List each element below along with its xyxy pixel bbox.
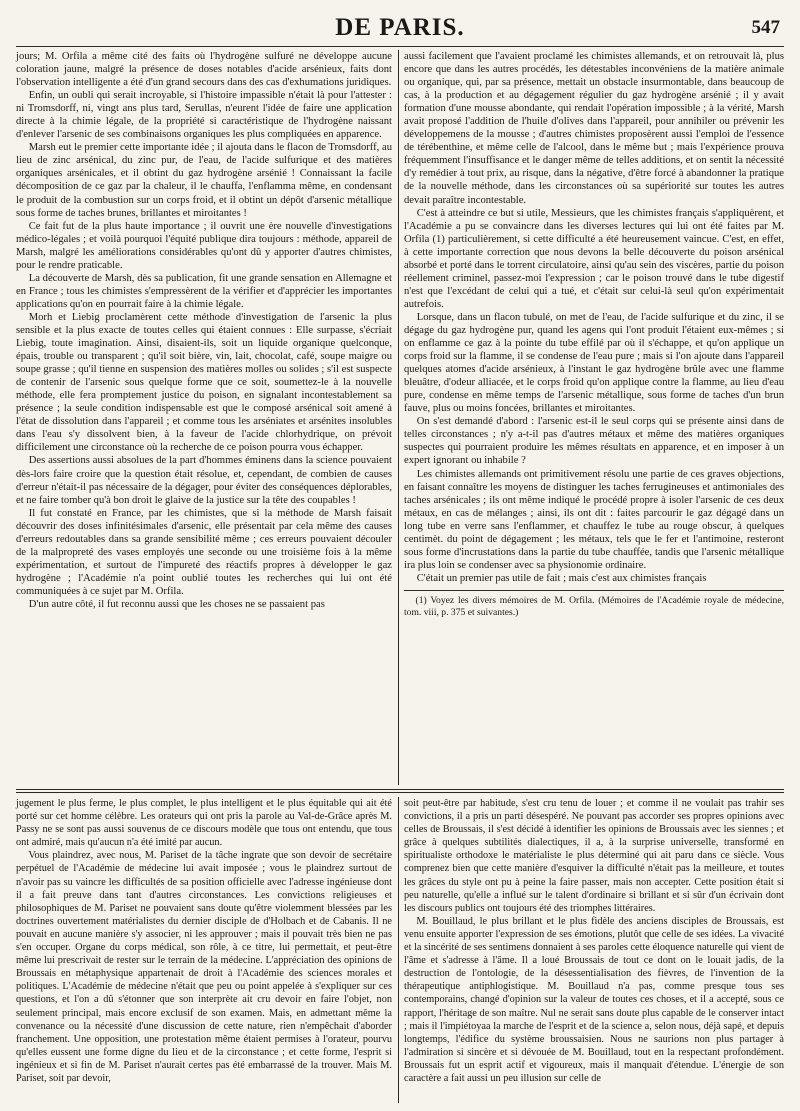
paragraph: jours; M. Orfila a même cité des faits où l'hydrogène sulfuré ne développe aucune coloration jaune, malgré la présence de doses notables d'acide arsénieux, faits dont l'observation intelligente a été d'un grand secours dans des cas d'exhumations juridiques. <box>16 51 392 89</box>
paragraph: aussi facilement que l'avaient proclamé les chimistes allemands, et on retrouvait là, plus encore que dans les autres procédés, les détestables inconvéniens de la matière animale ou organique, qui, par sa présence, mettait un obstacle insurmontable, dans beaucoup de cas, à la production et au dégagement régulier du gaz hydrogène arsénié ; il y avait formation d'une mousse abondante, qui rendait l'opération impossible ; à la vérité, Marsh avait proposé l'addition de l'huile d'olives dans l'appareil, pour annihiler ou prévenir les développemens de la mousse ; d'autres chimistes proposèrent aussi l'emploi de l'essence de térébenthine, et même celle de l'alcool, dans le même but ; mais l'expérience prouva fréquemment l'insuffisance et le danger même de telles additions, et on sentit la nécessité d'y remédier à tout prix, au risque, dans la négative, d'être forcé à abandonner la pratique de la nouvelle méthode, dans les circonstances où sa supériorité sur toutes les autres devait paraître incontestable. <box>404 51 784 206</box>
lower-left-column <box>16 797 392 1103</box>
lower-right-column <box>404 797 784 1103</box>
paragraph: soit peut-être par habitude, s'est cru tenu de louer ; et comme il ne voulait pas trahir ses convictions, il a pris un parti désespéré. Ne pouvant pas accorder ses propres opinions avec celles de Broussais, il s'est décidé à identifier les opinions de Broussais avec les siennes ; et grâce à quelques subtilités dialectiques, il a, à la surprise universelle, transformé en spiritualiste orthodoxe le matérialiste le plus déterminé qui ait paru dans ce siècle. Vous comprenez bien que cette manière d'esquiver la difficulté n'était pas la meilleure, et toutes les grâces du style ont pu à peine la faire passer, mais non accepter. Cette position était si peu naturelle, qu'elle a influé sur le talent d'ordinaire si brillant et si sûr d'un écrivain dont les discours publics ont toujours été des triomphes littéraires. <box>404 798 784 914</box>
paragraph: On s'est demandé d'abord : l'arsenic est-il le seul corps qui se présente ainsi dans de telles circonstances ; n'y a-t-il pas d'autres métaux et même des matières organiques suspectes qui pourraient produire les mêmes résultats en apparence, et en imposer à un expert ignorant ou inhabile ? <box>404 416 784 467</box>
paragraph: Lorsque, dans un flacon tubulé, on met de l'eau, de l'acide sulfurique et du zinc, il se dégage du gaz hydrogène pur, quand les agens qui l'ont produit l'étaient eux-mêmes ; si on enflamme ce gaz à la pointe du tube effilé par où il s'échappe, et qu'on applique un corps froid sur la flamme, il se condense de l'eau pure ; mais si l'on ajoute dans l'appareil quelques atomes d'acide arsénieux, à l'instant le gaz hydrogène brûle avec une flamme bleuâtre, d'odeur alliacée, et le corps froid qu'on applique contre la flamme, au lieu d'eau pure, condense en même temps de l'arsenic métallique, sous forme de taches d'un brun fauve, plus ou moins foncées, brillantes et miroitantes. <box>404 311 784 415</box>
paragraph: Les chimistes allemands ont primitivement résolu une partie de ces graves objections, en faisant connaître les moyens de distinguer les taches ferrugineuses et antimoniales des taches arsénicales ; ils ont même indiqué le procédé propre à isoler l'arsenic de ces deux métaux, en cas de mélanges ; ainsi, ils ont dit : faites parcourir le gaz dégagé dans un long tube en verre sans l'enflammer, et chauffez le tube au rouge obscur, à quelques centimèt. du point de dégagement ; les métaux, tels que le fer et l'antimoine, resteront sous forme d'incrustations dans la partie du tube chauffée, tandis que l'arsenic métallique ira plus loin se condenser avec sa physionomie ordinaire. <box>404 468 784 571</box>
upper-left-column <box>16 50 392 785</box>
paragraph: Ce fait fut de la plus haute importance ; il ouvrit une ère nouvelle d'investigations médico-légales ; et voilà pourquoi l'équité publique dira toujours : méthode, appareil de Marsh, malgré les améliorations considérables qu'ont dû y apporter d'autres chimistes, pour le rendre praticable. <box>16 220 392 271</box>
paragraph: Morh et Liebig proclamèrent cette méthode d'investigation de l'arsenic la plus sensible et la plus exacte de toutes celles qui étaient connues : Elle surpasse, s'écriait Liebig, toute imagination. Ainsi, disaient-ils, soit un liquide organique quelconque, épais, trouble ou transparent ; qu'il soit bière, vin, lait, chocolat, café, soupe maigre ou soupe grasse ; qu'il tienne en suspension des matières molles ou solides ; s'il est suspecte de contenir de l'arsenic sous quelque forme que ce soit, soumettez-le à la nouvelle méthode, elle fera promptement justice du poison, en signalant incontestablement sa présence ; la seule condition indispensable est que le composé arsénical soit amené à l'état de dissolution dans l'appareil ; et comme tous les arséniates et arsénites insolubles dans l'eau s'y dissolvent bien, à la faveur de l'acide chlorhydrique, on prévoit difficilement une circonstance où la recherche de ce poison pourra vous échapper. <box>16 311 392 454</box>
running-title: DE PARIS. <box>335 14 465 41</box>
lower-column-divider <box>398 797 399 1103</box>
upper-column-divider <box>398 50 399 785</box>
page-number: 547 <box>751 17 780 38</box>
paragraph: Marsh eut le premier cette importante idée ; il ajouta dans le flacon de Tromsdorff, au lieu de zinc arsénical, du zinc pur, de l'eau, de l'acide sulfurique et des matières organiques arsénicales, et il obtint du gaz hydrogène arsénié ! Connaissant la facile décomposition de ce gaz par la chaleur, il le chauffa, l'enflamma même, en condensant le produit de la combustion sur un corps froid, et il obtint un dépôt d'arsenic métallique sous forme de taches brunes, brillantes et miroitantes ! <box>16 142 392 219</box>
paragraph: La découverte de Marsh, dès sa publication, fit une grande sensation en Allemagne et en France ; tous les chimistes s'empressèrent de la vérifier et d'apprécier les importantes applications qu'on en pourrait faire à la chimie légale. <box>16 272 392 310</box>
footnote-rule <box>404 590 784 591</box>
section-rule <box>16 789 784 790</box>
upper-right-column <box>404 50 784 785</box>
footnote: (1) Voyez les divers mémoires de M. Orfila. (Mémoires de l'Académie royale de médecine, tom. viii, p. 375 et suivantes.) <box>404 594 784 618</box>
paragraph: D'un autre côté, il fut reconnu aussi que les choses ne se passaient pas <box>28 598 325 610</box>
paragraph: C'est à atteindre ce but si utile, Messieurs, que les chimistes français s'appliquèrent, et l'Académie a pu se convaincre dans les diverses lectures qui lui ont été faites par M. Orfila (1) particulièrement, si cette difficulté a été heureusement vaincue. C'est, en effet, à cette importante correction que nous devons la belle découverte du poison arsénical absorbé et porté dans le torrent circulatoire, ainsi qu'au sein des viscères, partie du poison réellement criminel, passez-moi l'expression ; car le poison trouvé dans le tube digestif n'est que l'excédant de celui qui a tué, et c'était sur celui-là seul qu'on expérimentait autrefois. <box>404 207 784 310</box>
section-rule-double <box>16 792 784 793</box>
paragraph: Des assertions aussi absolues de la part d'hommes éminens dans la science pouvaient dès-lors faire croire que la question était résolue, et, cependant, de combien de causes d'erreur n'était-il pas nécessaire de la dégager, pour éviter des conséquences déplorables, et ne faire tomber qu'à bon droit le glaive de la justice sur la tête des coupables ! <box>16 455 392 506</box>
paragraph: Il fut constaté en France, par les chimistes, que si la méthode de Marsh faisait découvrir des doses infinitésimales d'arsenic, elle présentait par cela même des causes d'erreurs redoutables dans sa grande sensibilité même ; ces erreurs pouvaient découler de la malpropreté des vases employés une seconde ou une troisième fois à la même expérimentation, et surtout de l'impureté des réactifs propres à développer le gaz hydrogène ; l'Académie n'a point oublié toutes les recherches qui lui ont été communiquées à ce sujet par M. Orfila. <box>16 507 392 597</box>
page-header <box>16 14 784 44</box>
paragraph: Vous plaindrez, avec nous, M. Pariset de la tâche ingrate que son devoir de secrétaire perpétuel de l'Académie de médecine lui avait imposée ; vous le plaindrez surtout de n'avoir pas su vaincre les difficultés de sa position officielle avec l'adresse ingénieuse dont il a fait preuve dans tant d'autres circonstances. Les convictions religieuses et philosophiques de M. Pariset ne pouvaient sans doute qu'être violemment blessées par les doctrines ouvertement matérialistes du dernier disciple de d'Holbach et de Cabanis. Il ne pouvait en aucune manière s'y associer, ni les approuver ; mais il pouvait très bien ne pas s'en occuper. Organe du corps médical, son rôle, à ce titre, lui permettait, et peut-être même lui prescrivait de rester sur le terrain de la médecine. L'appréciation des opinions de Broussais en métaphysique appartenait de droit à l'Académie des sciences morales et politiques. L'Académie de médecine n'était que peu ou point appelée à s'expliquer sur ces questions, et l'on a dû s'étonner que son interprète ait cru devoir en faire l'objet, non seulement principal, mais encore exclusif de son examen. Mais, en admettant même la convenance ou la nécessité d'une discussion de cette nature, rien n'empêchait d'aborder franchement. Une opposition, une protestation même étaient permises à l'orateur, pourvu qu'elles eussent une forme digne du lieu et de la circonstance ; et cette forme, l'esprit si ingénieux et si fin de M. Pariset n'aurait certes pas été embarrassé de la trouver. Mais M. Pariset, soit par devoir, <box>16 850 392 1084</box>
paragraph: Enfin, un oubli qui serait incroyable, si l'histoire impassible n'était là pour l'attester : ni Tromsdorff, ni, vingt ans plus tard, Serullas, n'eurent l'idée de faire une application directe à la chimie légale, de la propriété si caractéristique de l'hydrogène naissant d'enlever l'arsenic de ses combinaisons organiques les plus compliquées en apparence. <box>16 90 392 141</box>
paragraph: jugement le plus ferme, le plus complet, le plus intelligent et le plus équitable qui ait été porté sur cet homme célèbre. Les orateurs qui ont pris la parole au Val-de-Grâce après M. Passy ne se sont pas aussi souvenus de ce discours modèle que tous ont entendu, que tous ont admiré, mais qu'aucun n'a été imité par aucun. <box>16 798 392 849</box>
paragraph: C'était un premier pas utile de fait ; mais c'est aux chimistes français <box>416 572 707 584</box>
header-rule <box>16 46 784 47</box>
paragraph: M. Bouillaud, le plus brillant et le plus fidèle des anciens disciples de Broussais, est venu ensuite apporter l'expression de ses émotions, plutôt que celle de ses idées. La vivacité et la sincérité de ses sentimens donnaient à ses paroles cette éloquence naturelle qui vient de l'âme et s'adresse à l'âme. Il a loué Broussais de tout ce dont on le louait jadis, de la destruction de l'ontologie, de la désessentialisation des fièvres, de l'invention de la thérapeutique antiphlogistique. M. Bouillaud n'a pas, comme presque tous ses contemporains, changé d'opinion sur la valeur de toutes ces choses, et il a accepté, sous ce rapport, l'héritage de son maître. Nul ne serait sans doute plus capable de le conserver intact ; mais il l'impiétoyaa la marche de l'esprit et de la science a, selon nous, déjà sapé, et depuis longtemps, l'édifice du système broussaisien. Nous ne saurions non plus partager à l'admiration si sincère et si dévouée de M. Bouillaud, tout en la respectant profondément. Broussais fut un esprit actif et vigoureux, mais il manquait d'étendue. L'énergie de son caractère a fait aussi un peu illusion sur celle de <box>404 915 784 1084</box>
